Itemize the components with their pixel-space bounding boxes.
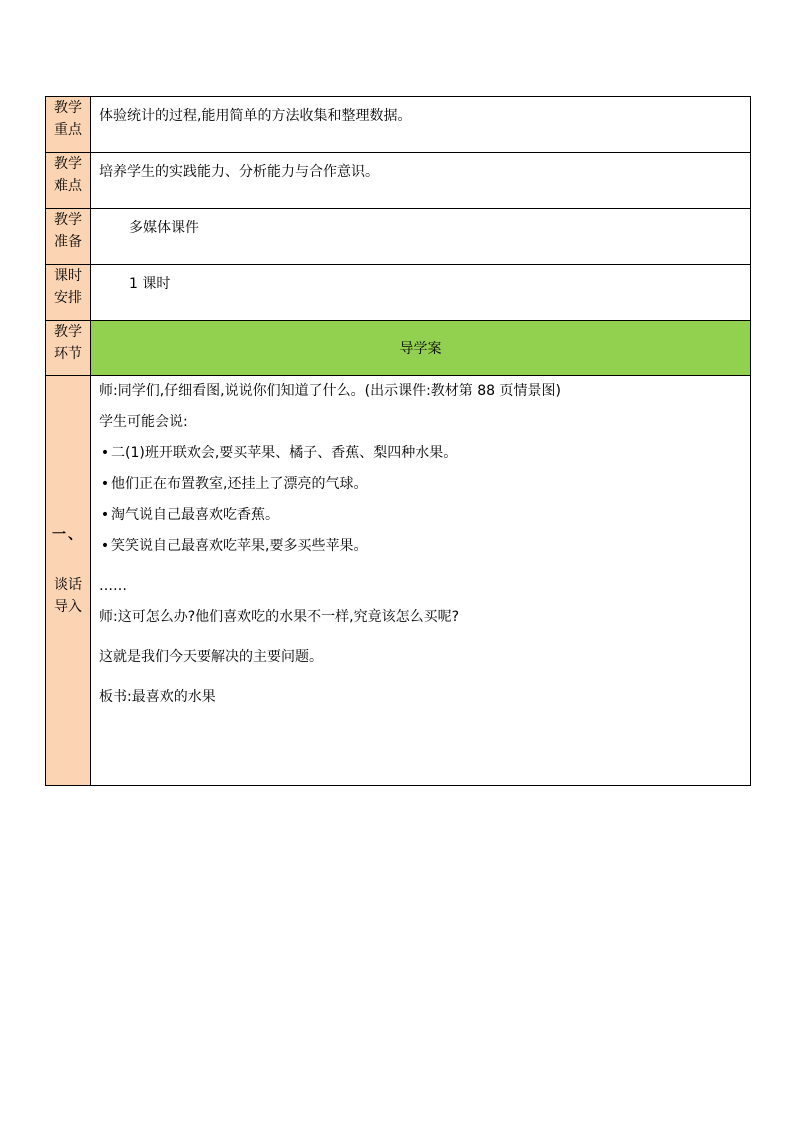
bullet-icon: • bbox=[100, 476, 110, 492]
label-stage bbox=[46, 321, 91, 376]
row-difficulties bbox=[46, 153, 751, 209]
answer-item bbox=[99, 504, 742, 535]
section-name-line: 导入 bbox=[54, 599, 82, 615]
label-preparation bbox=[46, 209, 91, 265]
row-schedule bbox=[46, 265, 751, 321]
main-problem: 这就是我们今天要解决的主要问题。 bbox=[99, 649, 323, 665]
label-line: 难点 bbox=[54, 178, 82, 194]
label-line: 教学 bbox=[54, 156, 82, 172]
teacher-opening: 师:同学们,仔细看图,说说你们知道了什么。(出示课件:教材第 88 页情景图) bbox=[99, 383, 561, 399]
answer-text: 笑笑说自己最喜欢吃苹果,要多买些苹果。 bbox=[111, 538, 368, 554]
content-key-points bbox=[91, 97, 751, 153]
label-line: 教学 bbox=[54, 324, 82, 340]
content-text: 体验统计的过程,能用简单的方法收集和整理数据。 bbox=[99, 108, 412, 124]
lesson-plan-table bbox=[45, 96, 751, 786]
section-label bbox=[46, 376, 91, 786]
bullet-icon: • bbox=[100, 445, 110, 461]
section-number: 一、 bbox=[52, 527, 84, 543]
row-section-intro bbox=[46, 376, 751, 786]
label-line: 教学 bbox=[54, 212, 82, 228]
label-line: 课时 bbox=[54, 268, 82, 284]
label-line: 重点 bbox=[54, 122, 82, 138]
answer-text: 淘气说自己最喜欢吃香蕉。 bbox=[111, 507, 279, 523]
label-line: 教学 bbox=[54, 100, 82, 116]
answer-text: 二(1)班开联欢会,要买苹果、橘子、香蕉、梨四种水果。 bbox=[111, 445, 458, 461]
guide-plan-header: 导学案 bbox=[91, 321, 751, 376]
label-line: 准备 bbox=[54, 234, 82, 250]
answer-text: 他们正在布置教室,还挂上了漂亮的气球。 bbox=[111, 476, 368, 492]
answer-item bbox=[99, 535, 742, 566]
answer-item bbox=[99, 473, 742, 504]
content-difficulties bbox=[91, 153, 751, 209]
students-may-say: 学生可能会说: bbox=[99, 414, 188, 430]
content-preparation bbox=[91, 209, 751, 265]
label-line: 安排 bbox=[54, 290, 82, 306]
section-name-line: 谈话 bbox=[54, 577, 82, 593]
section-name bbox=[46, 574, 90, 618]
content-text: 1 课时 bbox=[129, 276, 171, 292]
answer-item bbox=[99, 442, 742, 473]
section-content bbox=[91, 376, 751, 786]
bullet-icon: • bbox=[100, 507, 110, 523]
row-stage-header bbox=[46, 321, 751, 376]
bullet-icon: • bbox=[100, 538, 110, 554]
content-text: 培养学生的实践能力、分析能力与合作意识。 bbox=[99, 164, 379, 180]
content-text: 多媒体课件 bbox=[129, 220, 199, 236]
content-schedule bbox=[91, 265, 751, 321]
row-preparation bbox=[46, 209, 751, 265]
teacher-question: 师:这可怎么办?他们喜欢吃的水果不一样,究竟该怎么买呢? bbox=[99, 609, 460, 625]
board-title: 板书:最喜欢的水果 bbox=[99, 689, 216, 705]
label-key-points bbox=[46, 97, 91, 153]
row-key-points bbox=[46, 97, 751, 153]
label-line: 环节 bbox=[54, 346, 82, 362]
ellipsis: …… bbox=[99, 578, 127, 594]
label-difficulties bbox=[46, 153, 91, 209]
label-schedule bbox=[46, 265, 91, 321]
